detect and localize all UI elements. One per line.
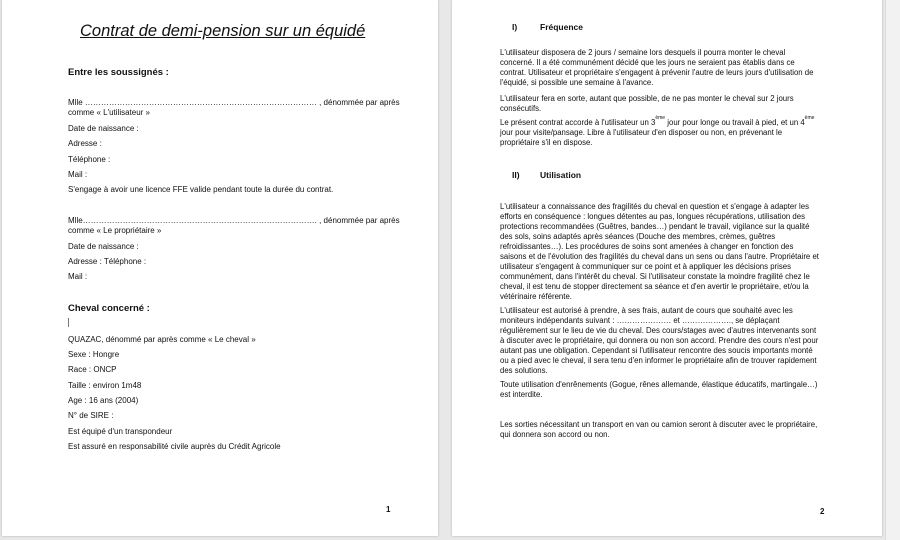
user-phone: Téléphone : (68, 155, 111, 164)
horse-name: QUAZAC, dénommé par après comme « Le cheval » (68, 335, 256, 344)
contract-title: Contrat de demi-pension sur un équidé (80, 22, 366, 40)
document-page-1 (2, 0, 438, 536)
owner-designation: comme « Le propriétaire » (68, 226, 162, 235)
frequency-paragraph-1: L'utilisateur disposera de 2 jours / semaine lors desquels il pourra monter le cheval concerné. Il a été communément décidé que les jours ne seraient pas établis dans ce contrat. Utilisateur et propriétaire s'engagent à prévenir l'autre de leurs jours d'utilisation de l'équidé, si possible une semaine à l'avance. (500, 48, 814, 87)
horse-heading: Cheval concerné : (68, 303, 150, 314)
section-2-number: II) (512, 170, 520, 180)
owner-name-line: Mlle……………………………………………………………………………. , dénommée par après (68, 216, 400, 225)
owner-mail: Mail : (68, 272, 88, 281)
usage-paragraph-3: Toute utilisation d'enrênements (Gogue, rênes allemande, élastique éducatifs, martingale…) est interdite. (500, 380, 818, 399)
frequency-paragraph-3: Le présent contrat accorde à l'utilisateur un 3ème jour pour longe ou travail à pied, et un 4ème jour pour visite/pansage. Libre à l'utilisateur d'en disposer ou non, en prévenant le propriétaire s'il en dispose. (500, 115, 815, 147)
user-mail: Mail : (68, 170, 88, 179)
text-cursor (68, 318, 69, 327)
horse-size: Taille : environ 1m48 (68, 381, 142, 390)
owner-address-phone: Adresse : Téléphone : (68, 257, 147, 266)
horse-sire: N° de SIRE : (68, 411, 114, 420)
section-2-title: Utilisation (540, 170, 582, 180)
vertical-scrollbar[interactable] (885, 0, 900, 540)
horse-age: Age : 16 ans (2004) (68, 396, 139, 405)
usage-paragraph-4: Les sorties nécessitant un transport en van ou camion seront à discuter avec le propriétaire, qui donnera son accord ou non. (500, 420, 818, 439)
user-license: S'engage à avoir une licence FFE valide pendant toute la durée du contrat. (68, 185, 334, 194)
page-number: 1 (386, 505, 391, 514)
usage-paragraph-1: L'utilisateur a connaissance des fragilités du cheval en question et s'engage à adapter les efforts en conséquence : longues détentes au pas, longues récupérations, utilisation des protections recommandées (Guêtres, bandes…) pendant le travail, vigilance sur la qualité des sols, soins adaptés après séances (Douche des membres, crèmes, guêtres refroidissantes…). Les procédures de soins sont amenées à changer en fonction des saisons et de l'évolution des fragilités du cheval dans un sens ou dans l'autre. Propriétaire et utilisateur s'engagent à communiquer sur ce point et à appliquer les décisions prises communément, dans l'intérêt du cheval. Si l'utilisateur constate la moindre fragilité chez le cheval, il est tenu de stopper directement sa séance et d'en avertir le propriétaire, et/ou la vétérinaire référente. (500, 202, 819, 301)
usage-paragraph-2: L'utilisateur est autorisé à prendre, à ses frais, autant de cours que souhaité avec les moniteurs indépendants suivant : ………………… et ………………., se déplaçant régulièrement sur le lieu de vie du cheval. Des cours/stages avec d'autres intervenants sont à discuter avec le propriétaire, qui donnera ou non son accord. Prendre des cours n'est pour autant pas une obligation. Cependant si l'utilisateur rencontre des soucis importants monté ou a pied avec le cheval, il sera tenu d'en informer le propriétaire afin de trouver rapidement des solutions. (500, 306, 819, 375)
horse-insurance: Est assuré en responsabilité civile auprès du Crédit Agricole (68, 442, 281, 451)
horse-race: Race : ONCP (68, 365, 117, 374)
user-birthdate: Date de naissance : (68, 124, 139, 133)
section-1-number: I) (512, 22, 518, 32)
section-1-title: Fréquence (540, 22, 583, 32)
frequency-paragraph-2: L'utilisateur fera en sorte, autant que possible, de ne pas monter le cheval sur 2 jours consécutifs. (500, 94, 794, 113)
horse-sex: Sexe : Hongre (68, 350, 120, 359)
horse-transponder: Est équipé d'un transpondeur (68, 427, 173, 436)
parties-heading: Entre les soussignés : (68, 67, 169, 78)
user-designation: comme « L'utilisateur » (68, 108, 151, 117)
page-number: 2 (820, 507, 825, 516)
user-address: Adresse : (68, 139, 102, 148)
owner-birthdate: Date de naissance : (68, 242, 139, 251)
document-page-2 (452, 0, 882, 536)
user-name-line: Mlle …………………………………………………………………………… , dénommée par après (68, 98, 400, 107)
